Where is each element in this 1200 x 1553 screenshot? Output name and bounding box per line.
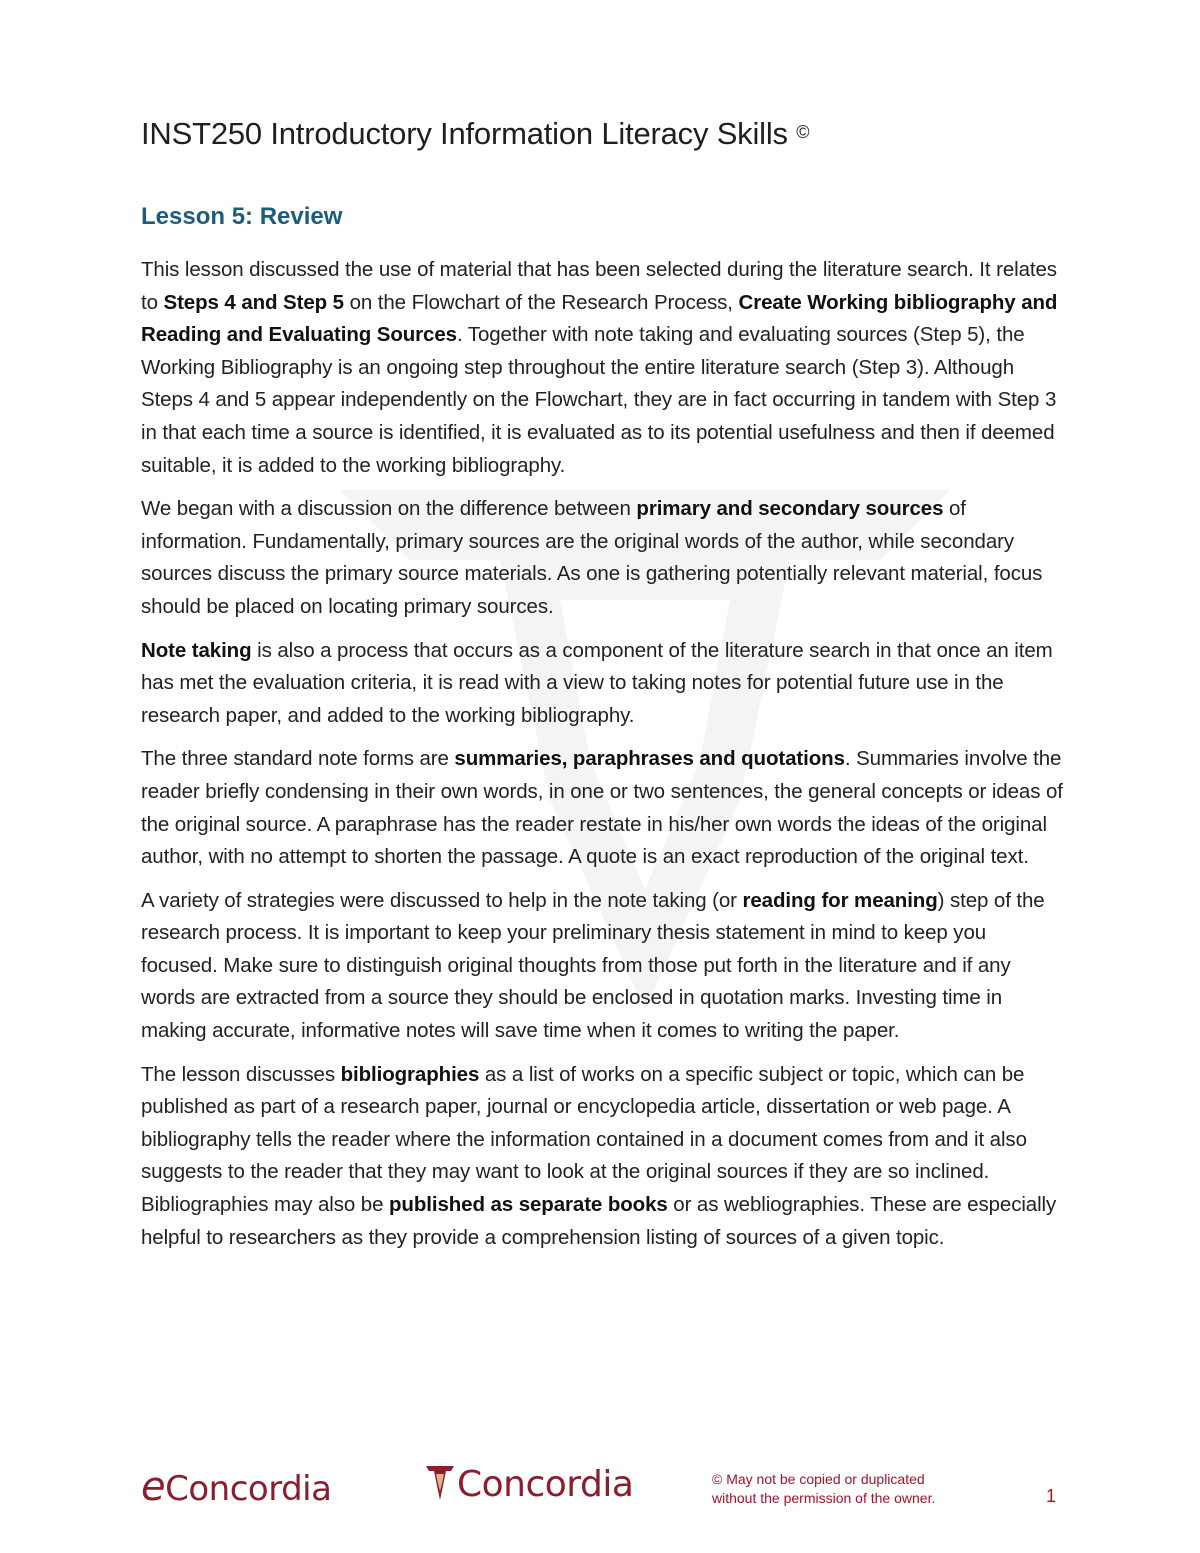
document-body (141, 108, 1066, 1265)
lesson-heading: Lesson 5: Review (141, 203, 343, 230)
bold-term: bibliographies (340, 1062, 480, 1086)
body-paragraph (141, 885, 1066, 1048)
copyright-notice: © May not be copied or duplicated without the permission of the owner. (712, 1471, 936, 1506)
body-paragraph (141, 493, 1066, 623)
text-run: This lesson discussed the use of material that has been selected during the literature search. It relates to (141, 258, 1057, 314)
text-run: A variety of strategies were discussed to help in the note taking (or (141, 888, 743, 912)
body-paragraph (141, 743, 1066, 873)
copyright-symbol: © (796, 122, 810, 142)
body-paragraph (141, 254, 1066, 482)
text-run: of information. Fundamentally, primary sources are the original words of the author, while secondary sources discuss the primary source materials. As one is gathering potentially relevant material, focus should be placed on locating primary sources. (141, 497, 1043, 618)
text-run: We began with a discussion on the difference between (141, 497, 637, 521)
text-run: as a list of works on a specific subject or topic, which can be published as part of a research paper, journal or encyclopedia article, dissertation or web page. A bibliography tells the reader where the information contained in a document comes from and it also suggests to the reader that they may want to look at the original sources if they are so inclined. Bibliographies may also be (141, 1062, 1027, 1217)
bold-term: primary and secondary sources (636, 497, 944, 521)
econcordia-logo: eConcordia (141, 1464, 332, 1510)
text-run: The three standard note forms are (141, 747, 455, 771)
bold-term: published as separate books (389, 1193, 668, 1217)
text-run: ) step of the research process. It is important to keep your preliminary thesis statement in mind to keep you focused. Make sure to distinguish original thoughts from those put forth in the literature and if any words are extracted from a source they should be enclosed in quotation marks. Investing time in making accurate, informative notes will save time when it comes to writing the paper. (141, 888, 1045, 1043)
text-run: . Summaries involve the reader briefly condensing in their own words, in one or two sentences, the general concepts or ideas of the original source. A paraphrase has the reader restate in his/her own words the ideas of the original author, with no attempt to shorten the passage. A quote is an exact reproduction of the original text. (141, 747, 1063, 869)
concordia-crest-icon (425, 1464, 455, 1502)
paragraph-list (141, 254, 1066, 1254)
page-number: 1 (1046, 1486, 1057, 1506)
bold-term: summaries, paraphrases and quotations (454, 747, 845, 771)
bold-term: Steps 4 and Step 5 (163, 290, 344, 314)
text-run: The lesson discusses (141, 1062, 341, 1086)
text-run: on the Flowchart of the Research Process, (343, 290, 739, 314)
text-run: or as webliographies. These are especially helpful to researchers as they provide a comprehension listing of sources of a given topic. (141, 1193, 1057, 1249)
text-run: . Together with note taking and evaluating sources (Step 5), the Working Bibliography is an ongoing step throughout the entire literature search (Step 3). Although Steps 4 and 5 appear independently on the Flowchart, they are in fact occurring in tandem with Step 3 in that each time a source is identified, it is evaluated as to its potential usefulness and then if deemed suitable, it is added to the working bibliography. (141, 323, 1057, 477)
body-paragraph (141, 635, 1066, 733)
bold-term: Note taking (141, 638, 252, 662)
text-run: is also a process that occurs as a component of the literature search in that once an item has met the evaluation criteria, it is read with a view to taking notes for potential future use in the research paper, and added to the working bibliography. (141, 638, 1053, 727)
document-title: INST250 Introductory Information Literacy Skills © (141, 116, 810, 151)
concordia-logo: Concordia (425, 1464, 633, 1505)
bold-term: reading for meaning (742, 888, 938, 912)
body-paragraph (141, 1059, 1066, 1255)
bold-term: Create Working bibliography and Reading and Evaluating Sources (141, 290, 1058, 347)
page-footer (0, 1460, 1200, 1520)
